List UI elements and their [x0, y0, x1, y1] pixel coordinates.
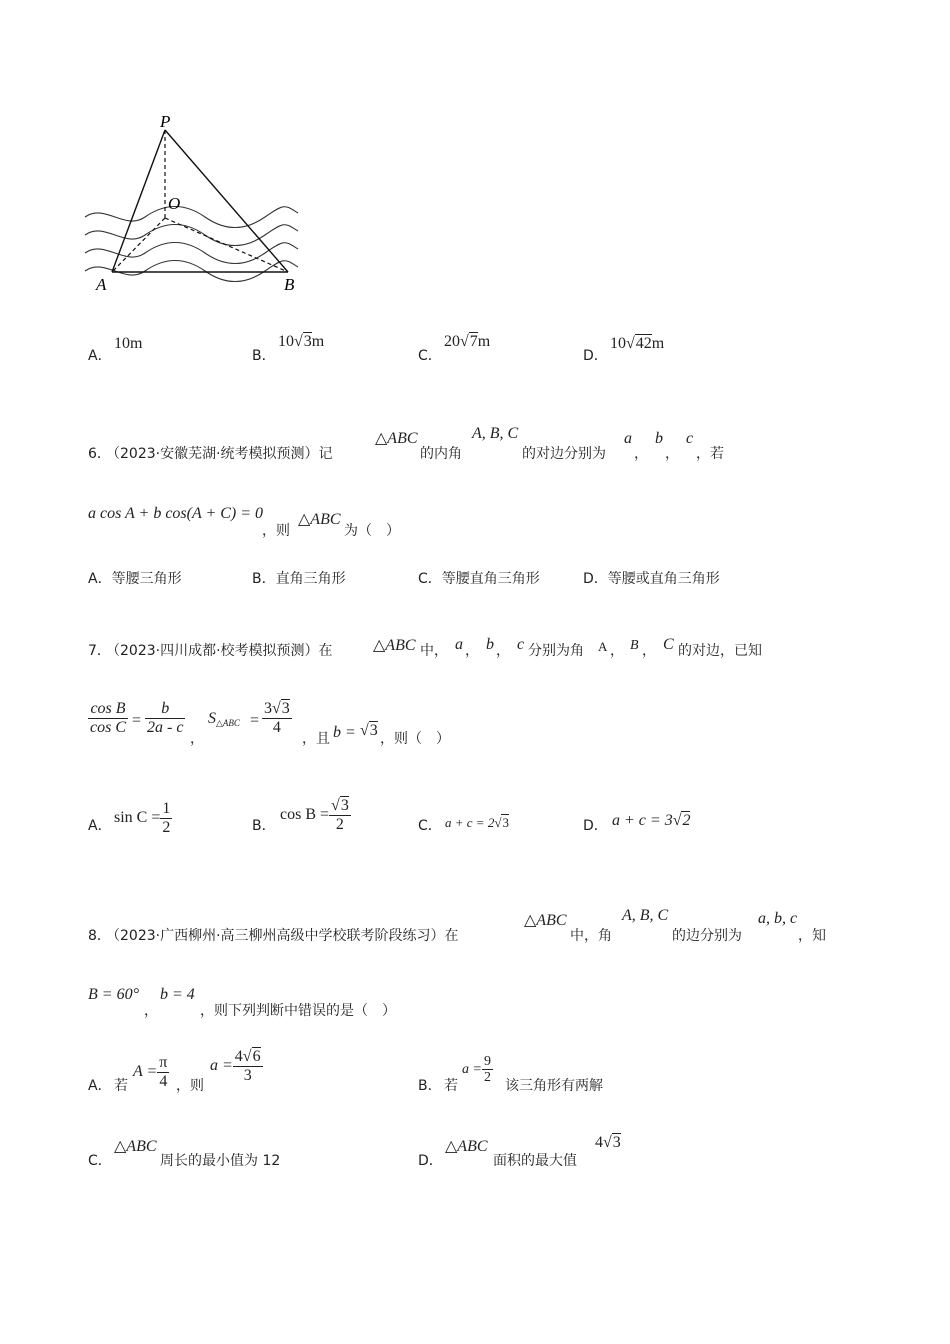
triangle-symbol: △ABC — [298, 511, 341, 528]
text: ，则 — [262, 523, 290, 539]
angle-c: C — [663, 636, 674, 653]
option-d-letter[interactable]: D． — [418, 1153, 443, 1169]
label-a: A — [96, 275, 107, 294]
triangle-symbol: △ABC — [373, 637, 416, 654]
option-b[interactable]: B．直角三角形 — [252, 571, 346, 587]
radicand: 3 — [369, 722, 378, 739]
text: ，且 — [302, 731, 330, 747]
denominator: 4 — [272, 718, 281, 736]
text: 若 — [444, 1078, 458, 1094]
sep: ， — [665, 446, 679, 462]
side-c: c — [686, 430, 694, 447]
text: ，则 — [176, 1078, 204, 1094]
area-subscript: △ABC — [216, 718, 240, 728]
text: ，若 — [696, 446, 724, 462]
side-b: b — [486, 636, 494, 653]
geometry-figure — [80, 105, 310, 305]
option-d[interactable]: D．等腰或直角三角形 — [583, 571, 720, 587]
lhs: a + c = 2 — [445, 815, 495, 830]
coef: 10 — [278, 333, 294, 350]
option-a-letter[interactable]: A． — [88, 1078, 112, 1094]
coef: 4 — [234, 1048, 243, 1065]
side-a: a — [455, 636, 463, 653]
text: 的对边，已知 — [678, 643, 762, 659]
question-number: 6． — [88, 446, 111, 462]
sep: ， — [190, 731, 204, 747]
option-d-text[interactable]: 面积的最大值 — [493, 1153, 577, 1169]
option-letter: A． — [88, 348, 112, 364]
lhs: a + c = 3 — [612, 812, 673, 829]
b-equals: b = — [333, 724, 356, 741]
option-value: 10m — [114, 335, 143, 352]
label-b: B — [284, 275, 295, 294]
option-c-letter[interactable]: C． — [88, 1153, 112, 1169]
triangle-symbol: △ABC — [445, 1138, 488, 1155]
radicand: 3 — [340, 797, 349, 814]
angle-a: A — [598, 639, 608, 654]
fraction-b — [145, 700, 185, 736]
option-a-letter[interactable]: A． — [88, 818, 112, 834]
text: 中，角 — [570, 928, 612, 944]
lhs: a = — [462, 1061, 482, 1077]
label-o: O — [168, 194, 181, 213]
text: ，知 — [798, 928, 826, 944]
text: 的内角 — [420, 446, 462, 462]
option-b-formula[interactable]: cos B = $\frac{√3}{2}$ — [280, 797, 349, 833]
radicand: 3 — [612, 1134, 621, 1151]
numerator: 9 — [483, 1054, 491, 1069]
angles: A, B, C — [622, 907, 669, 924]
water-waves — [85, 207, 298, 282]
option-a[interactable]: A．等腰三角形 — [88, 571, 182, 587]
b-angle: B = 60° — [88, 986, 139, 1003]
option-a-result: a = $\frac{4√6}{3}$ — [210, 1048, 261, 1084]
denominator: 2 — [335, 815, 344, 833]
fraction-cos — [88, 700, 128, 736]
equals: = — [250, 712, 260, 729]
b-side: b = 4 — [160, 986, 195, 1003]
denominator: 2a - c — [147, 718, 184, 736]
question-source: （2023·广西柳州·高三柳州高级中学校联考阶段练习）在 — [106, 928, 459, 944]
label-p: P — [160, 112, 171, 131]
denominator: 3 — [243, 1066, 252, 1084]
numerator: cos B — [90, 700, 126, 717]
sep: ， — [642, 643, 656, 659]
equation: a cos A + b cos(A + C) = 0 — [88, 505, 264, 522]
option-c-text[interactable]: 周长的最小值为 12 — [160, 1153, 281, 1169]
option-letter: D． — [583, 348, 608, 364]
option-b-formula[interactable] — [462, 1054, 493, 1086]
question-number: 8． — [88, 928, 111, 944]
question-number: 7． — [88, 643, 111, 659]
option-d-value: 4√3 — [595, 1134, 621, 1151]
sep: ， — [496, 643, 510, 659]
fraction-area: $\frac{3√3}{4}$ — [264, 700, 290, 736]
triangle-symbol: △ABC — [524, 912, 567, 929]
text: 分别为角 — [528, 643, 584, 659]
triangle-symbol: △ABC — [114, 1138, 157, 1155]
question-source: （2023·安徽芜湖·统考模拟预测）记 — [106, 446, 333, 462]
unit: m — [311, 333, 325, 350]
angles: A, B, C — [472, 425, 519, 442]
unit: m — [477, 333, 491, 350]
lhs: cos B = — [280, 806, 330, 824]
equals: = — [132, 712, 142, 729]
radicand: 7 — [469, 333, 478, 350]
denominator: 2 — [162, 818, 171, 836]
text: 中， — [420, 643, 448, 659]
option-letter: C． — [418, 348, 442, 364]
radicand: 42 — [635, 335, 652, 352]
text: 为（ ） — [344, 523, 400, 539]
numerator: b — [145, 700, 185, 719]
triangle-pab — [112, 130, 288, 272]
coef: 4 — [595, 1134, 603, 1151]
numerator: π — [159, 1054, 168, 1071]
sep: ， — [634, 446, 648, 462]
text: ，则（ ） — [380, 731, 450, 747]
sides: a, b, c — [758, 910, 798, 927]
lhs: A = — [133, 1063, 158, 1081]
option-a-formula[interactable] — [133, 1054, 169, 1090]
option-d-letter[interactable]: D． — [583, 818, 608, 834]
sep: ， — [465, 643, 479, 659]
coef: 10 — [610, 335, 626, 352]
option-c-letter[interactable]: C． — [418, 818, 442, 834]
option-c-formula[interactable]: a + c = 2√3 — [445, 815, 509, 830]
unit: m — [651, 335, 665, 352]
triangle-symbol: △ABC — [375, 430, 418, 447]
radicand: 2 — [682, 812, 691, 829]
numerator: 1 — [162, 800, 171, 817]
option-b-letter[interactable]: B． — [418, 1078, 442, 1094]
radicand: 6 — [252, 1048, 261, 1065]
text: ，则下列判断中错误的是（ ） — [200, 1003, 396, 1019]
sep: ， — [144, 1003, 158, 1019]
radicand: 3 — [281, 700, 290, 717]
area-symbol: S — [208, 710, 216, 727]
text: 的边分别为 — [672, 928, 742, 944]
denominator: 4 — [159, 1072, 168, 1090]
option-c[interactable]: C．等腰直角三角形 — [418, 571, 540, 587]
radicand: 3 — [303, 333, 312, 350]
lhs: sin C = — [114, 809, 161, 827]
denominator: cos C — [90, 718, 126, 736]
side-b: b — [655, 430, 663, 447]
coef: 20 — [444, 333, 460, 350]
angle-b: B — [630, 638, 639, 653]
option-b-letter[interactable]: B． — [252, 818, 276, 834]
lhs: a = — [210, 1057, 233, 1075]
radicand: 3 — [502, 815, 509, 830]
text: 该三角形有两解 — [505, 1078, 603, 1094]
denominator: 2 — [483, 1070, 491, 1086]
option-letter: B． — [252, 348, 276, 364]
side-c: c — [517, 636, 525, 653]
text: 若 — [114, 1078, 128, 1094]
sep: ， — [610, 643, 624, 659]
option-a-formula[interactable] — [114, 800, 172, 836]
option-d-formula[interactable]: a + c = 3√2 — [612, 812, 691, 829]
question-source: （2023·四川成都·校考模拟预测）在 — [106, 643, 333, 659]
text: 的对边分别为 — [522, 446, 606, 462]
coef: 3 — [264, 700, 272, 717]
side-a: a — [624, 430, 632, 447]
